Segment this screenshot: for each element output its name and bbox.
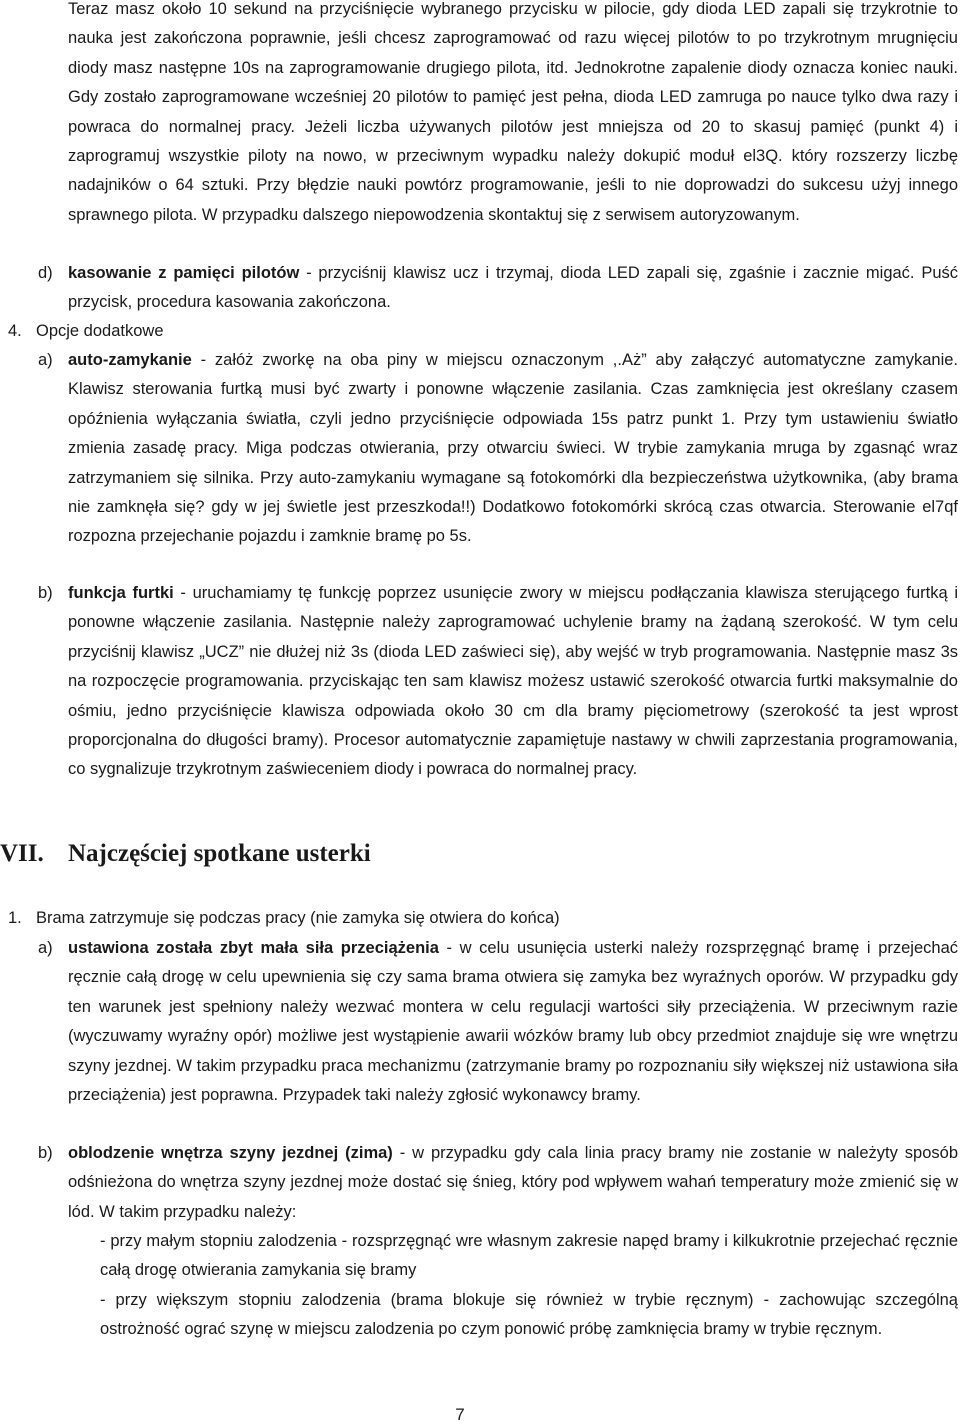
- intro-paragraph: Teraz masz około 10 sekund na przyciśnięcie wybranego przycisku w pilocie, gdy dioda LED zapali się trzykrotnie to nauka jest zakończona poprawnie, jeśli chcesz zaprogramować od razu więcej pilotów to po trzykrotnym mrugnięciu diody masz następne 10s na zaprogramowanie drugiego pilota, itd. Jednokrotne zapalenie diody oznacza koniec nauki. Gdy zostało zaprogramowane wcześniej 20 pilotów to pamięć jest pełna, dioda LED zamruga po nauce tylko dwa razy i powraca do normalnej pracy. Jeżeli liczba używanych pilotów jest mniejsza od 20 to skasuj pamięć (punkt 4) i zaprogramuj wszystkie piloty na nowo, w przeciwnym wypadku należy dokupić moduł el3Q. który rozszerzy liczbę nadajników o 64 sztuki. Przy błędzie nauki powtórz programowanie, jeśli to nie doprowadzi do sukcesu użyj innego sprawnego pilota. W przypadku dalszego niepowodzenia skontaktuj się z serwisem autoryzowanym.: [68, 0, 958, 224]
- usterka-1a-text: - w celu usunięcia usterki należy rozsprzęgnąć bramę i przejechać ręcznie całą drogę w celu upewnienia się czy sama brama otwiera się zamyka bez wyraźnych oporów. W przypadku gdy ten warunek jest spełniony należy wezwać montera w celu regulacji wartości siły przeciążenia. W przeciwnym razie (wyczuwamy wyraźny opór) możliwe jest wystąpienie awarii wózków bramy lub obcy przedmiot znajduje się wre wnętrzu szyny jezdnej. W takim przypadku praca mechanizmu (zatrzymanie bramy po rozpoznaniu siły większej niż ustawiona siła przeciążenia) jest poprawna. Przypadek taki należy zgłosić wykonawcy bramy.: [68, 939, 958, 1105]
- usterka-1-number: 1.: [8, 909, 22, 927]
- item-d-text: - przyciśnij klawisz ucz i trzymaj, dioda LED zapali się, zgaśnie i zacznie migać. Puść przycisk, procedura kasowania zakończona.: [68, 264, 958, 312]
- item-d-bold: kasowanie z pamięci pilotów: [68, 264, 300, 282]
- usterka-1b-bold: oblodzenie wnętrza szyny jezdnej (zima): [68, 1144, 393, 1162]
- section-number: VII.: [0, 840, 44, 867]
- opcje-b-paragraph: [68, 579, 958, 785]
- usterka-1a-bold: ustawiona została zbyt mała siła przeciążenia: [68, 939, 439, 957]
- usterka-1b-dash-2: - przy większym stopniu zalodzenia (brama blokuje się również w trybie ręcznym) - zachowując szczególną ostrożność ograć szynę w miejscu zalodzenia po czym ponowić próbę zamknięcia bramy w trybie ręcznym.: [100, 1291, 958, 1339]
- usterka-1b-label: b): [38, 1144, 53, 1162]
- item-d-label: d): [38, 264, 53, 282]
- usterka-1a-label: a): [38, 939, 53, 957]
- page-number: 7: [455, 1405, 465, 1424]
- usterka-1b-text: - w przypadku gdy cala linia pracy bramy nie zostanie w należyty sposób odśnieżona do wnętrza szyny jezdnej może dostać się śnieg, który pod wpływem wahań temperatury może zmienić się w lód. W takim przypadku należy:: [68, 1144, 958, 1221]
- usterka-1a-paragraph: [68, 934, 958, 1110]
- usterka-1b-paragraph: [68, 1139, 958, 1227]
- opcje-title: Opcje dodatkowe: [36, 322, 164, 340]
- section-title: Najczęściej spotkane usterki: [68, 840, 371, 867]
- opcje-a-label: a): [38, 351, 53, 369]
- opcje-a-bold: auto-zamykanie: [68, 351, 192, 369]
- usterka-1b-dash-1: - przy małym stopniu zalodzenia - rozsprzęgnąć wre własnym zakresie napęd bramy i kilkukrotnie przejechać ręcznie całą drogę otwierania zamykania się bramy: [100, 1232, 958, 1280]
- item-d-paragraph: [68, 259, 958, 318]
- usterka-1-title: Brama zatrzymuje się podczas pracy (nie zamyka się otwiera do końca): [36, 909, 560, 927]
- opcje-a-paragraph: [68, 346, 958, 552]
- opcje-b-label: b): [38, 584, 53, 602]
- opcje-b-text: - uruchamiamy tę funkcję poprzez usunięcie zwory w miejscu podłączania klawisza sterującego furtką i ponowne włączenie zasilania. Następnie należy zaprogramować uchylenie bramy na żądaną szerokość. W tym celu przyciśnij klawisz „UCZ” nie dłużej niż 3s (dioda LED zaświeci się), aby wejść w tryb programowania. Następnie masz 3s na rozpoczęcie programowania. przyciskając ten sam klawisz możesz ustawić szerokość otwarcia furtki maksymalnie do ośmiu, jedno przyciśnięcie klawisza odpowiada około 30 cm dla bramy pięciometrowy (szerokość ta jest wprost proporcjonalna do długości bramy). Procesor automatycznie zapamiętuje nastawy w chwili zaprzestania programowania, co sygnalizuje trzykrotnym zaświeceniem diody i powraca do normalnej pracy.: [68, 584, 958, 779]
- opcje-number: 4.: [8, 322, 22, 340]
- opcje-a-text: - załóż zworkę na oba piny w miejscu oznaczonym ,.Aż” aby załączyć automatyczne zamykanie. Klawisz sterowania furtką musi być zwarty i ponowne włączenie zasilania. Czas zamknięcia jest określany czasem opóźnienia wyłączania światła, czyli jedno przyciśnięcie odpowiada 15s patrz punkt 1. Przy tym ustawieniu światło zmienia zasadę pracy. Miga podczas otwierania, przy otwarciu świeci. W trybie zamykania mruga by zgasnąć wraz zatrzymaniem się silnika. Przy auto-zamykaniu wymagane są fotokomórki dla bezpieczeństwa użytkownika, (aby brama nie zamknęła się? gdy w jej świetle jest przeszkoda!!) Dodatkowo fotokomórki skrócą czas otwarcia. Sterowanie el7qf rozpozna przejechanie pojazdu i zamknie bramę po 5s.: [68, 351, 958, 546]
- opcje-b-bold: funkcja furtki: [68, 584, 174, 602]
